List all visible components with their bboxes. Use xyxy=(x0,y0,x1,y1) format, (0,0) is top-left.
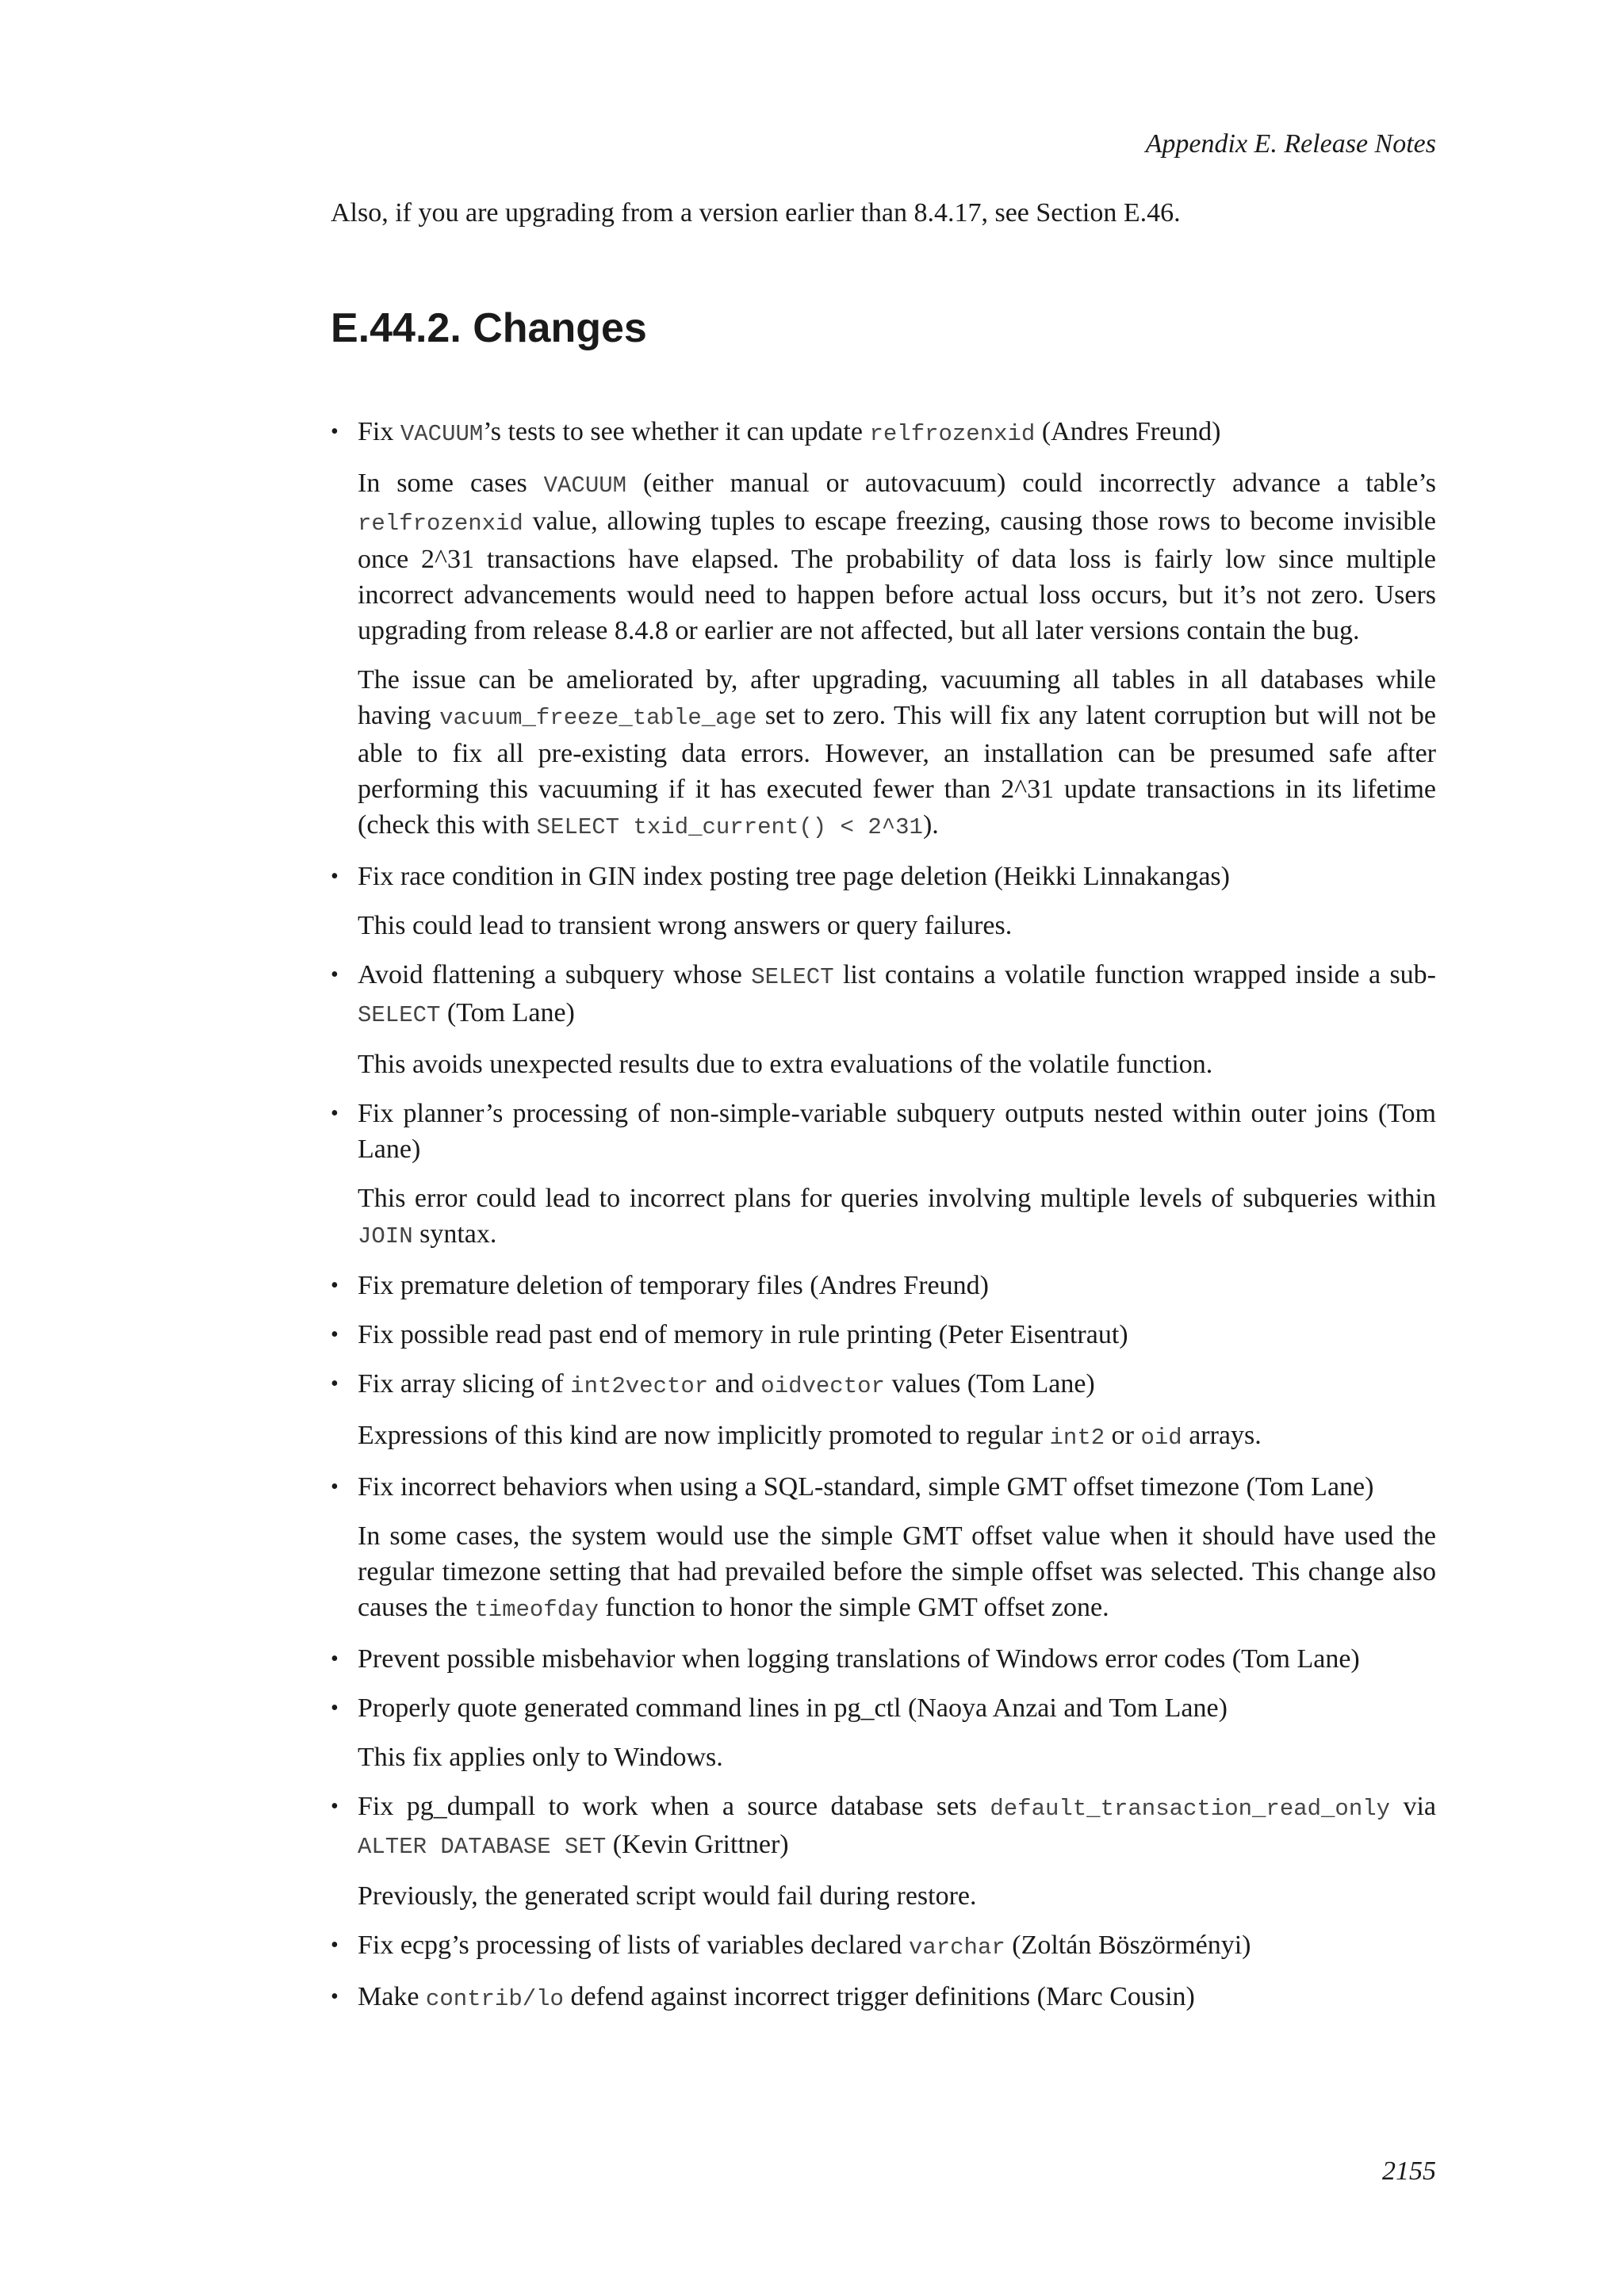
change-item xyxy=(331,1927,1436,1965)
change-item xyxy=(331,1268,1436,1303)
change-summary: Properly quote generated command lines in pg_ctl (Naoya Anzai and Tom Lane) xyxy=(358,1693,1228,1723)
code-literal: SELECT xyxy=(751,964,834,990)
change-item xyxy=(331,414,1436,845)
change-detail: In some cases VACUUM (either manual or autovacuum) could incorrectly advance a table’s relfrozenxid value, allowing tuples to escape freezing, causing those rows to become invisible once 2^31 transactions have elapsed. The probability of data loss is fairly low since multiple incorrect advancements would need to happen before actual loss occurs, but it’s not zero. Users upgrading from release 8.4.8 or earlier are not affected, but all later versions contain the bug. xyxy=(358,469,1437,645)
code-literal: int2vector xyxy=(570,1373,709,1399)
bullet-icon: • xyxy=(331,962,339,987)
code-literal: oidvector xyxy=(760,1373,885,1399)
change-summary: Fix ecpg’s processing of lists of variables declared varchar (Zoltán Böszörményi) xyxy=(358,1931,1251,1961)
code-literal: oid xyxy=(1140,1425,1182,1451)
code-literal: relfrozenxid xyxy=(358,511,523,537)
change-item xyxy=(331,1979,1436,2017)
change-detail: In some cases, the system would use the simple GMT offset value when it should have used the regular timezone setting that had prevailed before the simple offset was selected. This change also causes the timeofday function to honor the simple GMT offset zone. xyxy=(358,1521,1436,1623)
code-literal: int2 xyxy=(1049,1425,1105,1451)
change-summary: Make contrib/lo defend against incorrect trigger definitions (Marc Cousin) xyxy=(358,1982,1195,2012)
bullet-icon: • xyxy=(331,1322,339,1347)
document-page xyxy=(331,0,1436,2296)
change-summary: Fix pg_dumpall to work when a source database sets default_transaction_read_only via ALTER DATABASE SET (Kevin Grittner) xyxy=(358,1792,1436,1860)
bullet-icon: • xyxy=(331,1933,339,1957)
intro-paragraph: Also, if you are upgrading from a version earlier than 8.4.17, see Section E.46. xyxy=(331,198,1181,228)
change-summary: Fix array slicing of int2vector and oidvector values (Tom Lane) xyxy=(358,1369,1095,1399)
code-literal: ALTER DATABASE SET xyxy=(358,1834,607,1860)
bullet-icon: • xyxy=(331,1647,339,1671)
bullet-icon: • xyxy=(331,1794,339,1819)
change-item xyxy=(331,1641,1436,1677)
change-detail: This avoids unexpected results due to extra evaluations of the volatile function. xyxy=(358,1050,1213,1079)
change-summary: Avoid flattening a subquery whose SELECT list contains a volatile function wrapped inside a sub-SELECT (Tom Lane) xyxy=(358,960,1436,1028)
change-item xyxy=(331,957,1436,1082)
running-header: Appendix E. Release Notes xyxy=(1145,129,1436,159)
code-literal: JOIN xyxy=(358,1223,413,1249)
change-summary: Prevent possible misbehavior when logging translations of Windows error codes (Tom Lane) xyxy=(358,1644,1360,1674)
bullet-icon: • xyxy=(331,1101,339,1126)
code-literal: SELECT xyxy=(358,1002,441,1028)
change-summary: Fix premature deletion of temporary files (Andres Freund) xyxy=(358,1271,989,1300)
bullet-icon: • xyxy=(331,1372,339,1396)
change-item xyxy=(331,1317,1436,1353)
change-summary: Fix planner’s processing of non-simple-variable subquery outputs nested within outer joins (Tom Lane) xyxy=(358,1099,1436,1164)
change-item xyxy=(331,1690,1436,1775)
change-item xyxy=(331,1096,1436,1254)
change-detail: Previously, the generated script would fail during restore. xyxy=(358,1881,977,1911)
code-literal: timeofday xyxy=(474,1597,599,1623)
change-detail: This fix applies only to Windows. xyxy=(358,1743,723,1772)
code-literal: contrib/lo xyxy=(425,1986,564,2012)
section-title: E.44.2. Changes xyxy=(331,305,647,351)
change-detail: Expressions of this kind are now implicitly promoted to regular int2 or oid arrays. xyxy=(358,1421,1262,1451)
bullet-icon: • xyxy=(331,1475,339,1499)
code-literal: SELECT txid_current() < 2^31 xyxy=(536,814,923,840)
change-summary: Fix race condition in GIN index posting tree page deletion (Heikki Linnakangas) xyxy=(358,862,1230,891)
code-literal: default_transaction_read_only xyxy=(990,1796,1391,1822)
bullet-icon: • xyxy=(331,864,339,889)
change-detail: The issue can be ameliorated by, after upgrading, vacuuming all tables in all databases while having vacuum_freeze_table_age set to zero. This will fix any latent corruption but will not be able to fix all pre-existing data errors. However, an installation can be presumed safe after performing this vacuuming if it has executed fewer than 2^31 update transactions in its lifetime (check this with SELECT txid_current() < 2^31). xyxy=(358,665,1437,840)
page-number: 2155 xyxy=(1382,2156,1436,2186)
change-detail: This could lead to transient wrong answers or query failures. xyxy=(358,911,1013,940)
bullet-icon: • xyxy=(331,1696,339,1720)
change-detail: This error could lead to incorrect plans for queries involving multiple levels of subqueries within JOIN syntax. xyxy=(358,1184,1436,1249)
code-literal: VACUUM xyxy=(400,421,484,447)
change-summary: Fix incorrect behaviors when using a SQL-standard, simple GMT offset timezone (Tom Lane) xyxy=(358,1472,1374,1502)
code-literal: relfrozenxid xyxy=(869,421,1036,447)
change-item xyxy=(331,859,1436,943)
code-literal: VACUUM xyxy=(543,473,627,499)
change-item xyxy=(331,1366,1436,1456)
change-item xyxy=(331,1789,1436,1914)
bullet-icon: • xyxy=(331,1984,339,2009)
bullet-icon: • xyxy=(331,1273,339,1298)
change-summary: Fix possible read past end of memory in rule printing (Peter Eisentraut) xyxy=(358,1320,1128,1349)
code-literal: varchar xyxy=(908,1934,1005,1961)
change-item xyxy=(331,1469,1436,1628)
change-summary: Fix VACUUM’s tests to see whether it can update relfrozenxid (Andres Freund) xyxy=(358,417,1221,447)
bullet-icon: • xyxy=(331,419,339,444)
changes-list xyxy=(331,414,1436,2030)
code-literal: vacuum_freeze_table_age xyxy=(439,705,757,731)
